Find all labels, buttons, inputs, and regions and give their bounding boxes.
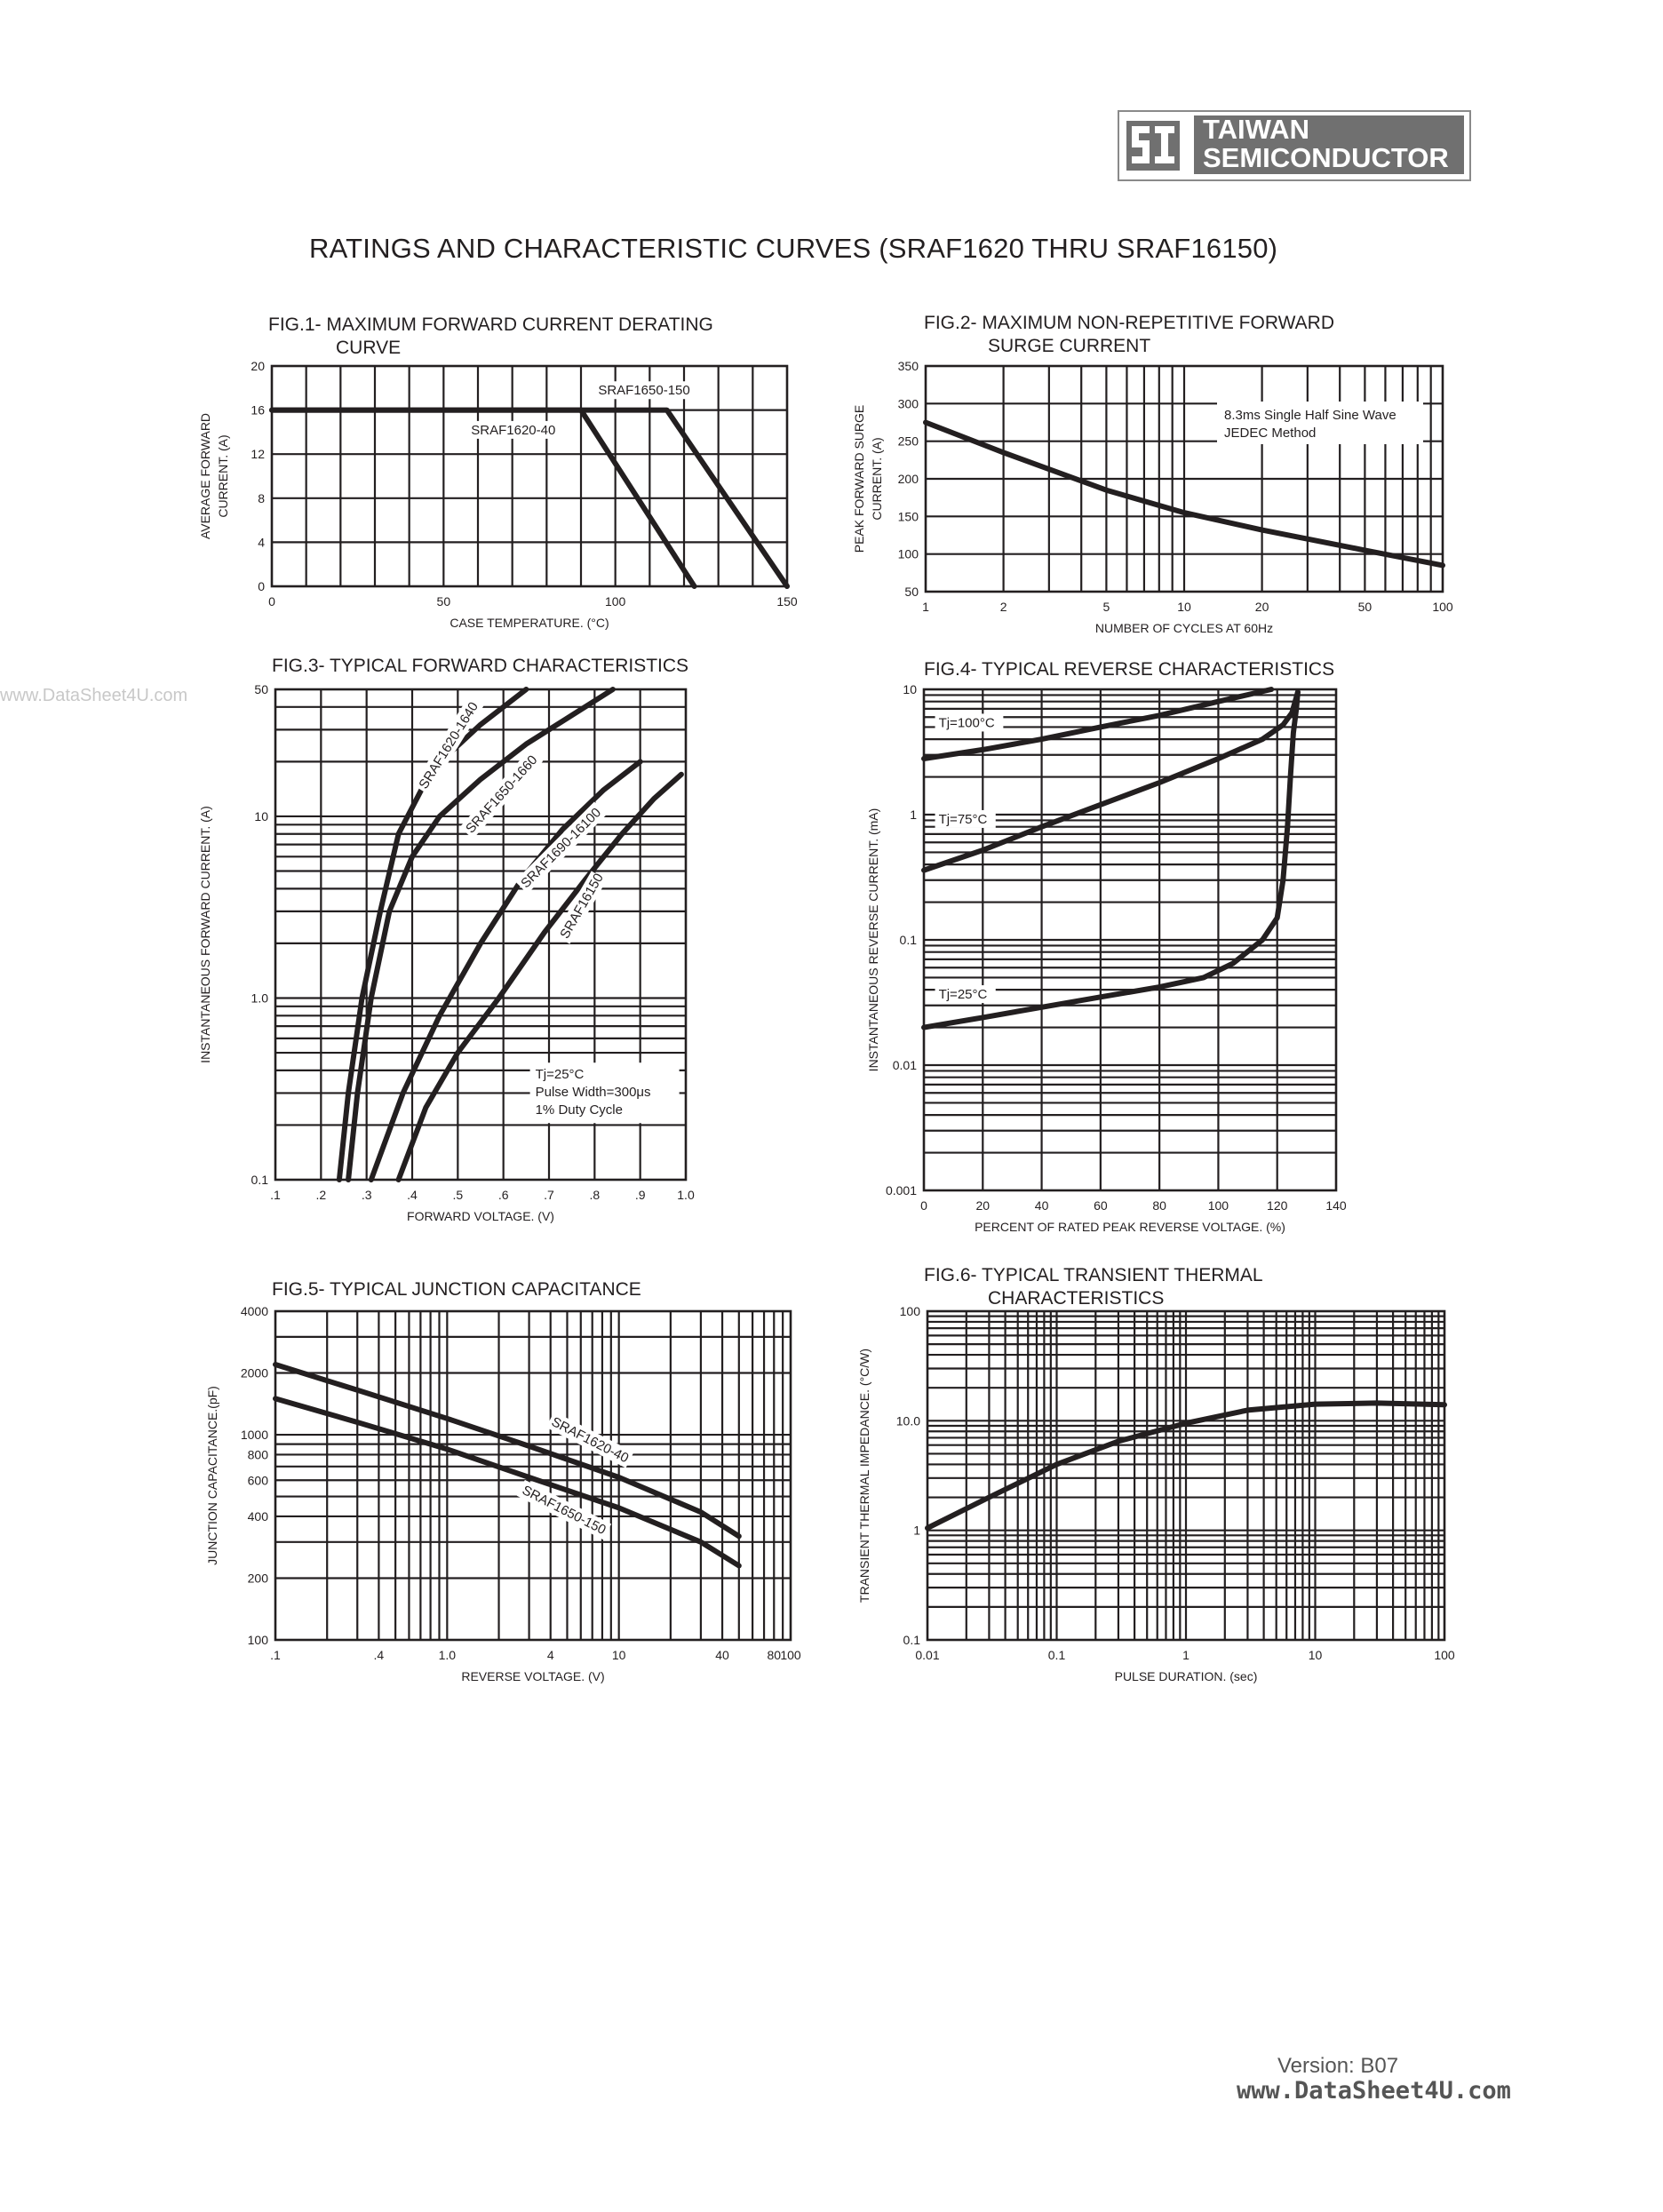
- fig6-xtick-label: 100: [1434, 1648, 1455, 1662]
- fig5-ytick-label: 600: [247, 1473, 268, 1488]
- fig3-xtick-label: 1.0: [677, 1188, 695, 1202]
- fig1-ylabel-line2: CURRENT. (A): [216, 434, 230, 518]
- fig3-xtick-label: .2: [315, 1188, 327, 1202]
- fig5-ytick-label: 1000: [240, 1428, 268, 1443]
- fig2-ytick-label: 100: [897, 546, 919, 561]
- fig3-xtick-label: .5: [452, 1188, 464, 1202]
- fig1-title: FIG.1- MAXIMUM FORWARD CURRENT DERATING: [268, 314, 713, 335]
- fig5-ytick-label: 100: [247, 1633, 268, 1647]
- fig4-series-2-label: Tj=25°C: [938, 987, 988, 1003]
- fig3-annotation-line2: Pulse Width=300μs: [535, 1085, 651, 1101]
- fig1-ylabel: AVERAGE FORWARD: [198, 412, 212, 540]
- fig1-xtick-label: 100: [604, 594, 626, 609]
- fig3-xtick-label: .9: [634, 1188, 646, 1202]
- fig5-xtick-label: 80: [767, 1648, 782, 1662]
- fig5-series-1-label: SRAF1650-150: [519, 1483, 609, 1539]
- fig5-xlabel: REVERSE VOLTAGE. (V): [461, 1669, 605, 1683]
- fig1-series-1-label: SRAF1650-150: [598, 383, 690, 399]
- watermark-left: www.DataSheet4U.com: [0, 686, 188, 705]
- logo-line-2: SEMICONDUCTOR: [1203, 142, 1449, 173]
- fig2-xtick-label: 10: [1177, 600, 1191, 614]
- fig4-xlabel: PERCENT OF RATED PEAK REVERSE VOLTAGE. (%): [975, 1220, 1285, 1234]
- fig3-xtick-label: .3: [361, 1188, 372, 1202]
- fig5-ytick-label: 400: [247, 1508, 268, 1524]
- fig3-annotation-line3: 1% Duty Cycle: [535, 1102, 623, 1118]
- fig2-ytick-label: 350: [897, 359, 919, 373]
- fig1-xtick-label: 150: [776, 594, 798, 609]
- fig4-ytick-label: 0.001: [885, 1183, 917, 1198]
- fig1-ytick-label: 16: [251, 402, 265, 418]
- fig3-xlabel: FORWARD VOLTAGE. (V): [407, 1209, 554, 1223]
- fig3-xtick-label: .6: [497, 1188, 509, 1202]
- fig2-ytick-label: 300: [897, 396, 919, 411]
- fig6-ylabel: TRANSIENT THERMAL IMPEDANCE. (°C/W): [857, 1348, 871, 1603]
- fig2-ylabel: PEAK FORWARD SURGE: [852, 404, 866, 553]
- fig5-ytick-label: 800: [247, 1447, 268, 1462]
- fig5-title: FIG.5- TYPICAL JUNCTION CAPACITANCE: [272, 1279, 641, 1300]
- fig5-xtick-label: 10: [611, 1648, 626, 1662]
- fig2-xtick-label: 20: [1254, 600, 1269, 614]
- fig2-ytick-label: 250: [897, 434, 919, 449]
- fig4-ytick-label: 0.01: [892, 1058, 917, 1072]
- fig1-ytick-label: 8: [258, 490, 265, 505]
- page-title: RATINGS AND CHARACTERISTIC CURVES (SRAF1620 THRU SRAF16150): [309, 233, 1278, 264]
- fig3-series-3-label: SRAF16150: [557, 871, 607, 942]
- fig1-series-0-label: SRAF1620-40: [471, 422, 556, 438]
- fig2-annotation-line2: JEDEC Method: [1224, 426, 1317, 441]
- fig6-ytick-label: 1: [913, 1523, 920, 1538]
- fig6-title: FIG.6- TYPICAL TRANSIENT THERMAL: [924, 1265, 1263, 1285]
- fig6-xtick-label: 10: [1308, 1648, 1323, 1662]
- watermark-bottom: www.DataSheet4U.com: [1237, 2077, 1511, 2105]
- fig2-xtick-label: 2: [999, 600, 1007, 614]
- fig3-series-0-label: SRAF1620-1640: [416, 699, 482, 792]
- fig4-series-1-label: Tj=75°C: [938, 811, 988, 827]
- fig3-ylabel: INSTANTANEOUS FORWARD CURRENT. (A): [198, 806, 212, 1063]
- fig6-title-line2: CHARACTERISTICS: [988, 1288, 1165, 1309]
- fig5-ylabel: JUNCTION CAPACITANCE.(pF): [205, 1386, 219, 1565]
- fig3-xtick-label: .8: [589, 1188, 601, 1202]
- fig4-ytick-label: 10: [903, 682, 917, 696]
- fig5-xtick-label: 1.0: [438, 1648, 457, 1662]
- fig6-ytick-label: 100: [899, 1304, 920, 1318]
- fig3-title: FIG.3- TYPICAL FORWARD CHARACTERISTICS: [272, 656, 689, 676]
- fig2-ytick-label: 50: [904, 585, 919, 599]
- fig1-xlabel: CASE TEMPERATURE. (°C): [450, 616, 609, 630]
- fig3-ytick-label: 1.0: [251, 991, 268, 1006]
- fig5-ytick-label: 4000: [240, 1304, 268, 1318]
- fig5-xtick-label: 40: [715, 1648, 729, 1662]
- version-label: Version: B07: [1277, 2054, 1399, 2078]
- fig3-xtick-label: .1: [270, 1188, 281, 1202]
- fig1-title-line2: CURVE: [336, 338, 402, 358]
- fig4-xtick-label: 0: [920, 1198, 927, 1213]
- fig5-ytick-label: 2000: [240, 1365, 268, 1381]
- fig4-xtick-label: 120: [1267, 1198, 1288, 1213]
- fig3-series-2-label: SRAF1690-16100: [518, 805, 605, 892]
- fig4-title: FIG.4- TYPICAL REVERSE CHARACTERISTICS: [924, 659, 1335, 680]
- fig2-title: FIG.2- MAXIMUM NON-REPETITIVE FORWARD: [924, 313, 1335, 333]
- fig1-ytick-label: 4: [258, 535, 265, 550]
- fig4-ytick-label: 0.1: [899, 933, 917, 947]
- fig4-xtick-label: 140: [1325, 1198, 1347, 1213]
- fig2-title-line2: SURGE CURRENT: [988, 336, 1151, 356]
- fig1-ytick-label: 20: [251, 359, 265, 373]
- fig5-series-0-label: SRAF1620-40: [548, 1414, 632, 1467]
- fig4-xtick-label: 20: [975, 1198, 991, 1213]
- fig4-series-0-label: Tj=100°C: [938, 715, 995, 731]
- fig6-xtick-label: 0.01: [915, 1648, 940, 1662]
- fig5-ytick-label: 200: [247, 1571, 268, 1586]
- fig5-xtick-label: .1: [270, 1648, 281, 1662]
- fig2-ytick-label: 200: [897, 472, 919, 486]
- fig2-ytick-label: 150: [897, 509, 919, 524]
- fig5-xtick-label: 4: [546, 1648, 554, 1662]
- fig4-ylabel: INSTANTANEOUS REVERSE CURRENT. (mA): [866, 808, 880, 1072]
- fig4-xtick-label: 60: [1094, 1198, 1108, 1213]
- fig1-xtick-label: 50: [436, 594, 451, 609]
- fig1-ytick-label: 12: [251, 447, 265, 462]
- fig3-ytick-label: 0.1: [251, 1173, 268, 1187]
- fig1-xtick-label: 0: [268, 594, 275, 609]
- fig4-xtick-label: 100: [1207, 1198, 1229, 1213]
- fig2-xtick-label: 5: [1102, 600, 1110, 614]
- fig3-annotation-line1: Tj=25°C: [535, 1067, 585, 1083]
- fig3-xtick-label: .4: [407, 1188, 418, 1202]
- fig4-xtick-label: 40: [1034, 1198, 1049, 1213]
- fig2-xtick-label: 50: [1357, 600, 1373, 614]
- fig1-ytick-label: 0: [258, 579, 265, 593]
- fig6-xtick-label: 1: [1182, 1648, 1190, 1662]
- fig5-xtick-label: 100: [780, 1648, 801, 1662]
- fig2-annotation-line1: 8.3ms Single Half Sine Wave: [1224, 408, 1396, 423]
- fig4-ytick-label: 1: [910, 808, 917, 822]
- fig6-ytick-label: 10.0: [895, 1413, 920, 1428]
- fig2-ylabel-line2: CURRENT. (A): [870, 437, 884, 521]
- fig5-xtick-label: .4: [373, 1648, 385, 1662]
- fig3-ytick-label: 50: [254, 682, 268, 696]
- fig2-xtick-label: 100: [1432, 600, 1453, 614]
- fig3-xtick-label: .7: [544, 1188, 554, 1202]
- fig4-xtick-label: 80: [1152, 1198, 1166, 1213]
- fig3-series-1-label: SRAF1650-1660: [463, 752, 541, 837]
- fig6-ytick-label: 0.1: [903, 1633, 920, 1647]
- fig6-xtick-label: 0.1: [1047, 1648, 1066, 1662]
- fig3-ytick-label: 10: [254, 808, 268, 824]
- fig6-xlabel: PULSE DURATION. (sec): [1114, 1669, 1258, 1683]
- fig2-xlabel: NUMBER OF CYCLES AT 60Hz: [1094, 621, 1274, 635]
- logo-line-1: TAIWAN: [1203, 114, 1309, 145]
- fig2-xtick-label: 1: [922, 600, 929, 614]
